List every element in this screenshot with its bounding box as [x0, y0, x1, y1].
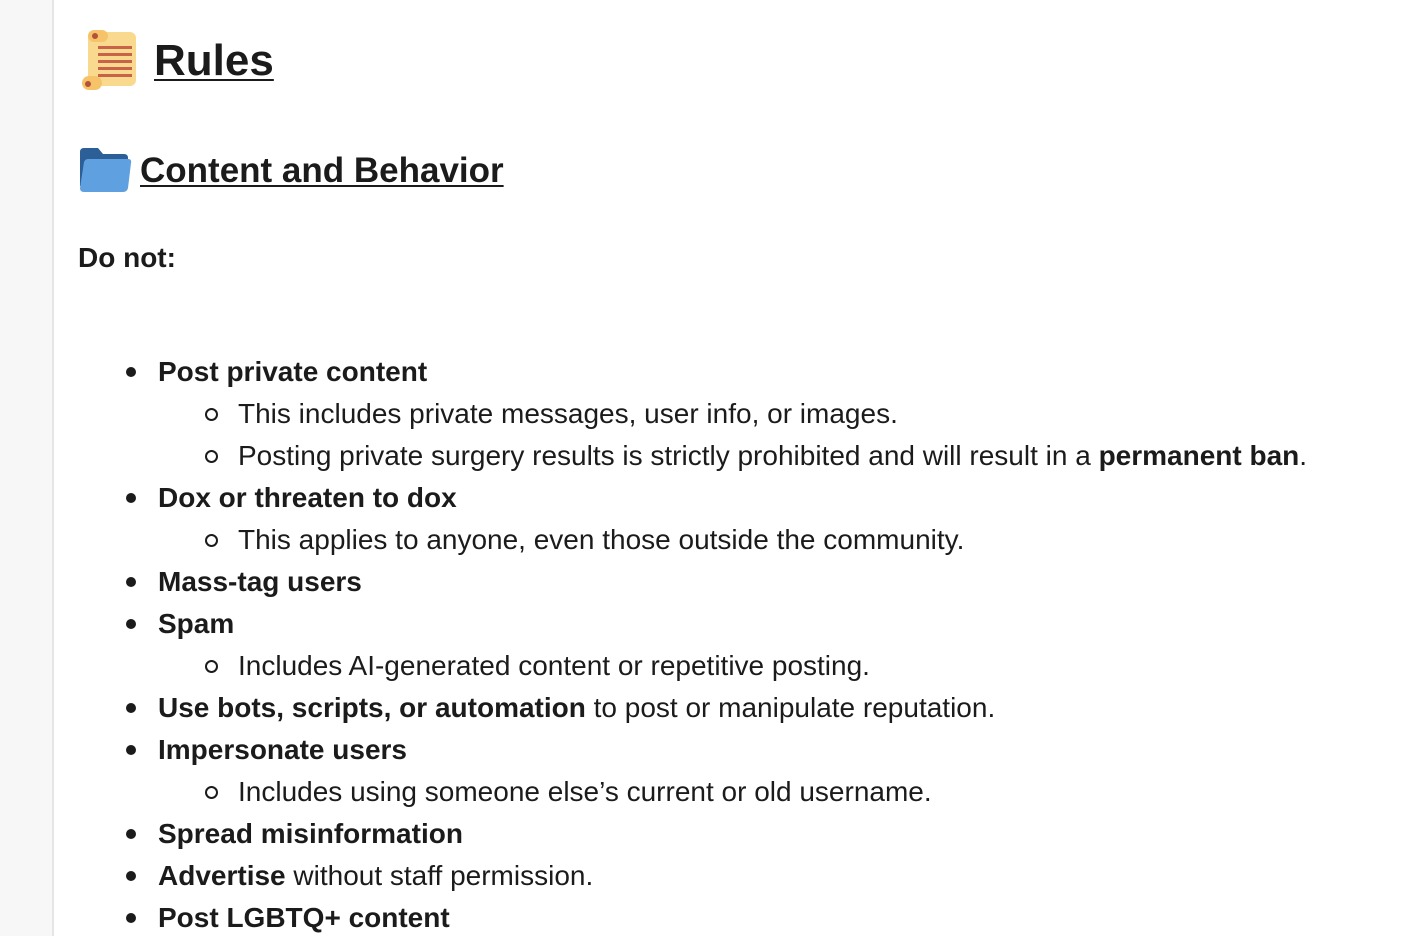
rules-list	[78, 351, 1307, 936]
section-heading-link[interactable]: Content and Behavior	[140, 150, 504, 190]
rules-heading-link[interactable]: Rules	[154, 36, 274, 85]
sub-list-item: Includes AI-generated content or repetitive posting.	[238, 645, 1307, 687]
sub-list-item: Posting private surgery results is strictly prohibited and will result in a permanent ban.	[238, 435, 1307, 477]
rule-title: Spam	[158, 608, 235, 639]
sub-list-item: Includes using someone else’s current or old username.	[238, 771, 1307, 813]
sub-list-item: This includes private messages, user info, or images.	[238, 393, 1307, 435]
rule-title: Spread misinformation	[158, 818, 463, 849]
rule-detail: to post or manipulate reputation.	[585, 692, 996, 723]
sub-list	[158, 519, 1307, 561]
rule-title: Mass-tag users	[158, 566, 362, 597]
list-item	[158, 855, 1307, 897]
rule-detail: without staff permission.	[285, 860, 594, 891]
rule-title: Dox or threaten to dox	[158, 482, 457, 513]
open-folder-icon	[78, 146, 132, 194]
rule-title: Post private content	[158, 356, 428, 387]
rule-title: Use bots, scripts, or automation	[158, 692, 586, 723]
list-item	[158, 603, 1307, 687]
rule-title: Impersonate users	[158, 734, 407, 765]
sub-list	[158, 393, 1307, 477]
rule-title: Advertise	[158, 860, 286, 891]
list-item	[158, 813, 1307, 855]
left-gutter	[0, 0, 54, 936]
list-item	[158, 729, 1307, 813]
sub-list-item: This applies to anyone, even those outside the community.	[238, 519, 1307, 561]
scroll-icon	[78, 28, 144, 94]
sub-list	[158, 645, 1307, 687]
rule-title: Post LGBTQ+ content	[158, 902, 450, 933]
rules-heading-row	[78, 26, 274, 96]
list-item	[158, 687, 1307, 729]
section-heading-row	[78, 140, 504, 200]
list-item	[158, 477, 1307, 561]
sub-list	[158, 771, 1307, 813]
list-item	[158, 897, 1307, 936]
intro-text: Do not:	[78, 242, 176, 273]
list-item	[158, 351, 1307, 477]
list-item	[158, 561, 1307, 603]
